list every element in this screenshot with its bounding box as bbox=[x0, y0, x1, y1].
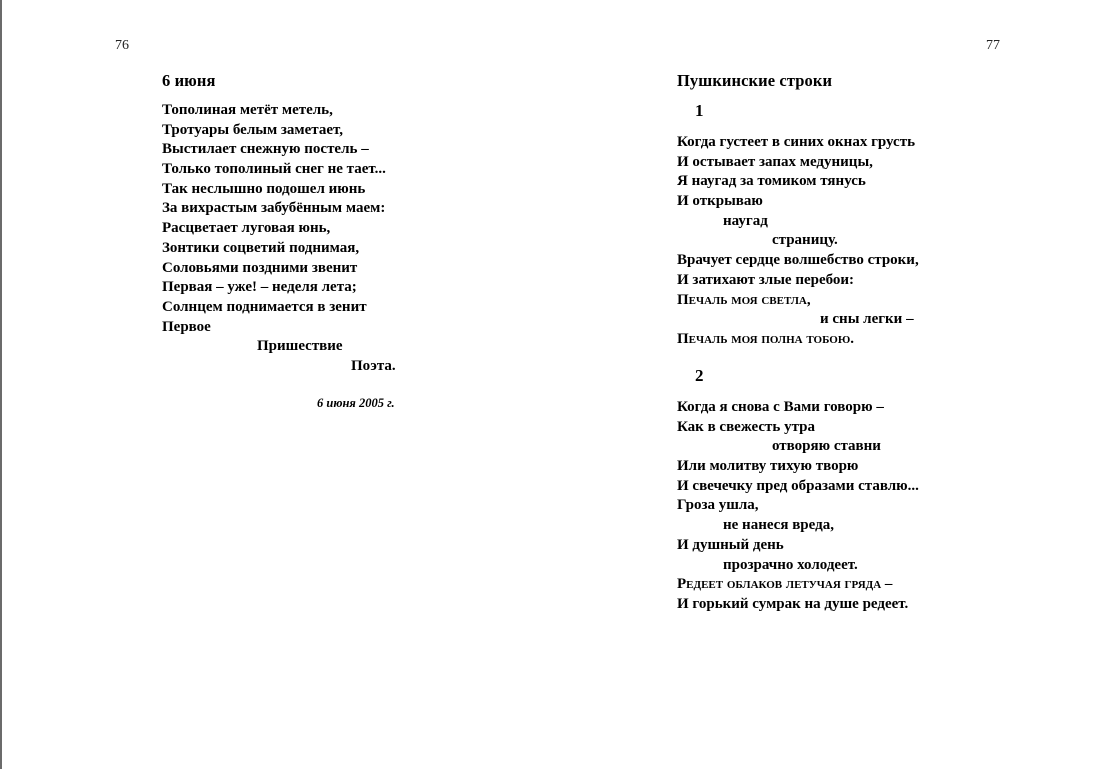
poem-line: Или молитву тихую творю bbox=[677, 458, 859, 475]
poem-line: Первое bbox=[162, 318, 211, 335]
left-page bbox=[2, 0, 556, 769]
poem-text bbox=[162, 101, 396, 377]
poem-line: Печаль моя светла, bbox=[677, 291, 811, 308]
poem-line: Соловьями поздними звенит bbox=[162, 259, 358, 276]
poem-line: не нанеся вреда, bbox=[723, 517, 834, 534]
poem-line: и сны легки – bbox=[820, 311, 914, 328]
poem-line: отворяю ставни bbox=[772, 438, 881, 455]
poem-title: 6 июня bbox=[162, 71, 216, 90]
poem-line: Выстилает снежную постель – bbox=[162, 141, 369, 158]
poem-line: Так неслышно подошел июнь bbox=[162, 180, 366, 197]
poem-line: И открываю bbox=[677, 193, 763, 210]
poem-line: И душный день bbox=[677, 536, 784, 553]
section-number: 1 bbox=[695, 101, 704, 120]
section-number: 2 bbox=[695, 366, 704, 385]
poem-section-2 bbox=[677, 398, 919, 615]
poem-line: Редеет облаков летучая гряда – bbox=[677, 576, 893, 593]
poem-line: Поэта. bbox=[351, 357, 396, 374]
poem-line: страницу. bbox=[772, 232, 838, 249]
page-number: 77 bbox=[986, 38, 1000, 53]
poem-line: прозрачно холодеет. bbox=[723, 556, 858, 573]
poem-line: Первая – уже! – неделя лета; bbox=[162, 279, 357, 296]
poem-line: Расцветает луговая юнь, bbox=[162, 220, 331, 237]
poem-line: Тротуары белым заметает, bbox=[162, 121, 344, 138]
right-page bbox=[556, 0, 1108, 769]
poem-line: Солнцем поднимается в зенит bbox=[162, 298, 367, 315]
poem-line: Как в свежесть утра bbox=[677, 418, 815, 435]
poem-line: Гроза ушла, bbox=[677, 497, 759, 514]
poem-line: Только тополиный снег не тает... bbox=[162, 161, 386, 178]
poem-line: Зонтики соцветий поднимая, bbox=[162, 239, 360, 256]
poem-line: И свечечку пред образами ставлю... bbox=[677, 477, 919, 494]
poem-line: Врачует сердце волшебство строки, bbox=[677, 252, 919, 269]
poem-line: Печаль моя полна тобою. bbox=[677, 330, 854, 347]
poem-line: И затихают злые перебои: bbox=[677, 271, 855, 288]
poem-line: И горький сумрак на душе редеет. bbox=[677, 595, 909, 612]
poem-line: И остывает запах медуницы, bbox=[677, 153, 873, 170]
poem-line: Пришествие bbox=[257, 338, 343, 355]
poem-line: За вихрастым забубённым маем: bbox=[162, 200, 386, 217]
poem-date: 6 июня 2005 г. bbox=[317, 396, 395, 410]
poem-line: Я наугад за томиком тянусь bbox=[677, 173, 866, 190]
poem-section-1 bbox=[677, 133, 919, 350]
poem-line: наугад bbox=[723, 212, 768, 229]
page-number: 76 bbox=[115, 38, 129, 53]
poem-line: Когда я снова с Вами говорю – bbox=[677, 399, 884, 415]
poem-line: Тополиная метёт метель, bbox=[162, 102, 333, 118]
poem-title: Пушкинские строки bbox=[677, 71, 833, 90]
poem-line: Когда густеет в синих окнах грусть bbox=[677, 134, 916, 150]
